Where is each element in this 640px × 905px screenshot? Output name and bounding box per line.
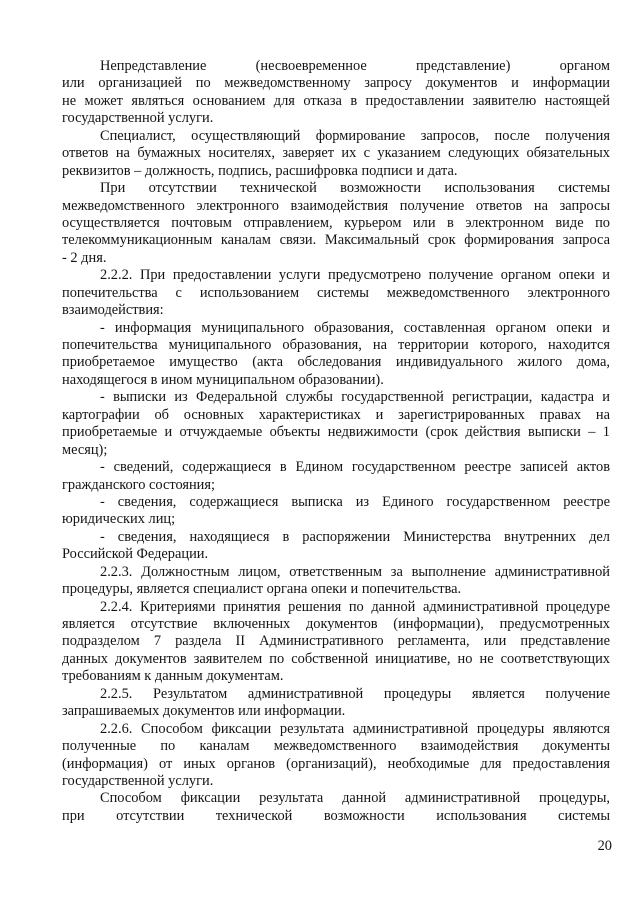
- text-line: картографии об основных характеристиках и зарегистрированных правах на: [62, 406, 610, 423]
- text-line: приобретаемое имущество (акта обследования индивидуального жилого дома,: [62, 354, 610, 371]
- text-line: осуществляется почтовым отправлением, курьером или в электронном виде по: [62, 214, 610, 231]
- text-line: гражданского состояния;: [62, 476, 216, 493]
- text-line: попечительства с использованием системы межведомственного электронного: [62, 284, 610, 301]
- text-line: юридических лиц;: [62, 511, 176, 528]
- text-line: или организацией по межведомственному запросу документов и информации: [62, 75, 610, 92]
- text-line: Способом фиксации результата данной административной процедуры,: [100, 790, 610, 807]
- text-line: - информация муниципального образования, составленная органом опеки и: [100, 319, 610, 336]
- text-line: (информация) от иных органов (организаций), необходимые для предоставления: [62, 755, 610, 772]
- text-line: полученные по каналам межведомственного взаимодействия документы: [62, 738, 610, 755]
- text-line: при отсутствии технической возможности использования системы: [62, 807, 610, 824]
- text-line: попечительства муниципального образования, на территории которого, находится: [62, 337, 610, 353]
- text-line: межведомственного электронного взаимодействия получение ответов на запросы: [62, 197, 610, 214]
- text-line: - сведений, содержащиеся в Едином государственном реестре записей актов: [100, 459, 610, 476]
- text-line: 2.2.4. Критериями принятия решения по данной административной процедуре: [100, 598, 610, 615]
- text-line: Непредставление (несвоевременное представление) органом: [100, 58, 610, 74]
- text-line: Специалист, осуществляющий формирование запросов, после получения: [100, 127, 610, 144]
- text-line: подразделом 7 раздела II Административного регламента, или представление: [62, 633, 610, 650]
- text-line: телекоммуникационным каналам связи. Максимальный срок формирования запроса: [62, 232, 610, 249]
- text-line: государственной услуги.: [62, 772, 214, 789]
- text-line: не может являться основанием для отказа в предоставлении заявителю настоящей: [62, 92, 610, 109]
- text-line: приобретаемые и отчуждаемые объекты недвижимости (срок действия выписки – 1: [62, 424, 610, 441]
- text-line: - сведения, содержащиеся выписка из Единого государственном реестре: [100, 493, 610, 510]
- text-line: процедуры, является специалист органа опеки и попечительства.: [62, 581, 462, 598]
- text-line: месяц);: [62, 441, 108, 458]
- text-line: данных документов заявителем по собственной инициативе, но не соответствующих: [62, 650, 610, 667]
- text-line: находящегося в ином муниципальном образовании).: [62, 371, 384, 388]
- text-line: является отсутствие включенных документов (информации), предусмотренных: [62, 616, 610, 632]
- text-line: 2.2.2. При предоставлении услуги предусмотрено получение органом опеки и: [100, 267, 610, 284]
- document-body: [62, 58, 610, 825]
- text-line: При отсутствии технической возможности использования системы: [100, 180, 610, 197]
- page-number: 20: [597, 838, 612, 854]
- text-line: требованиям к данным документам.: [62, 668, 284, 685]
- text-line: государственной услуги.: [62, 110, 214, 127]
- text-line: - сведения, находящиеся в распоряжении Министерства внутренних дел: [100, 528, 610, 545]
- text-line: взаимодействия:: [62, 302, 164, 319]
- text-line: - выписки из Федеральной службы государственной регистрации, кадастра и: [100, 389, 610, 406]
- text-line: 2.2.3. Должностным лицом, ответственным за выполнение административной: [100, 563, 610, 580]
- text-line: 2.2.6. Способом фиксации результата административной процедуры являются: [100, 720, 610, 737]
- text-line: - 2 дня.: [62, 249, 107, 266]
- text-line: реквизитов – должность, подпись, расшифровка подписи и дата.: [62, 162, 458, 179]
- text-line: 2.2.5. Результатом административной процедуры является получение: [100, 685, 610, 702]
- text-line: Российской Федерации.: [62, 546, 209, 563]
- text-line: ответов на бумажных носителях, заверяет их с указанием следующих обязательных: [62, 145, 610, 162]
- text-line: запрашиваемых документов или информации.: [62, 703, 346, 720]
